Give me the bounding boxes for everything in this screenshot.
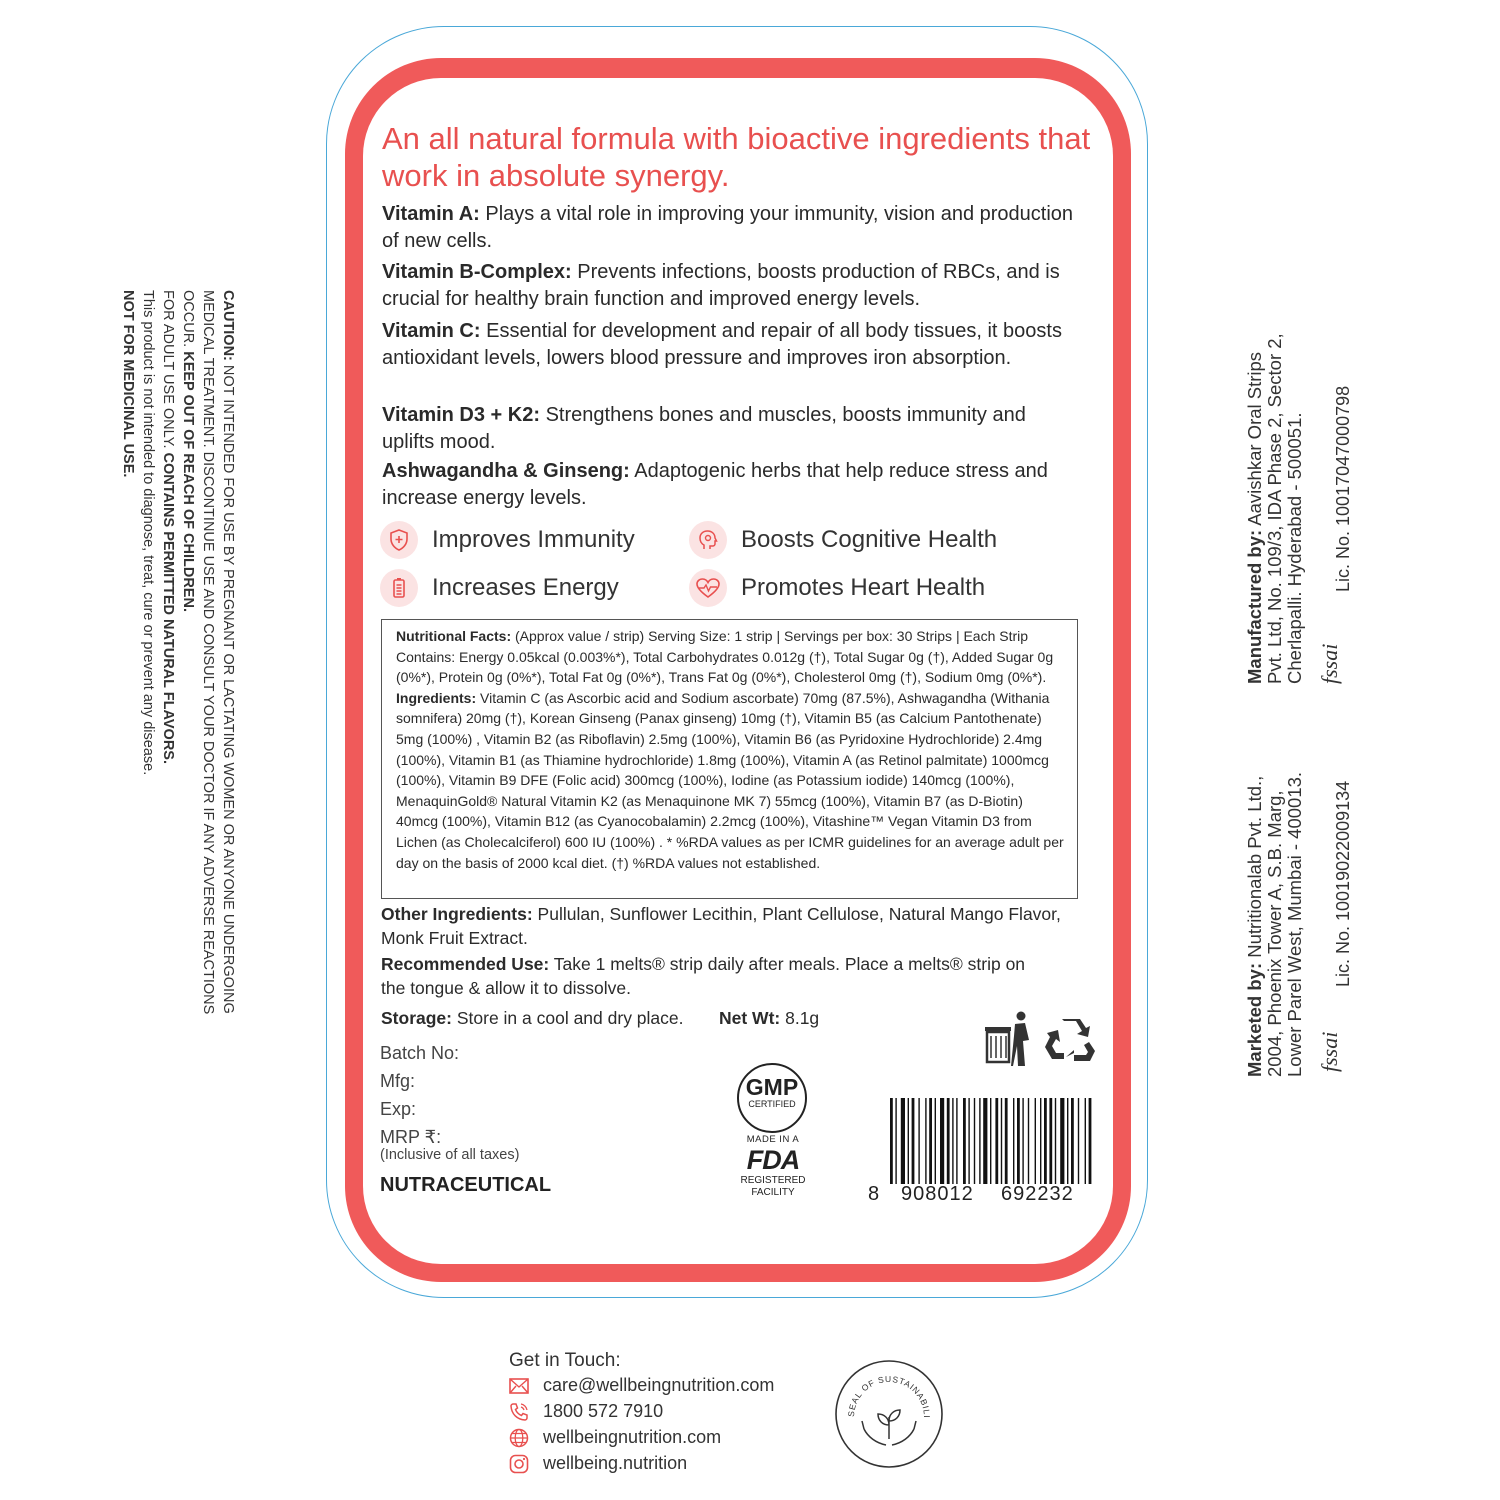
barcode-bar	[925, 1098, 926, 1184]
barcode-bar	[1089, 1098, 1092, 1184]
fssai-logo-mfg: fssai	[1317, 643, 1342, 684]
dispose-bin-icon	[985, 1010, 1031, 1073]
contact-instagram[interactable]	[509, 1453, 687, 1474]
barcode-bar	[1022, 1098, 1023, 1184]
barcode-bar	[1071, 1098, 1074, 1184]
benefit-cognitive	[689, 521, 997, 559]
head-gear-icon	[689, 521, 727, 559]
sustainability-seal	[834, 1359, 944, 1469]
shield-plus-icon	[380, 521, 418, 559]
globe-icon	[509, 1428, 529, 1448]
phone-text: 1800 572 7910	[543, 1401, 664, 1421]
exp-date: Exp:	[380, 1099, 417, 1119]
barcode-bar	[895, 1098, 896, 1184]
caution-text: CAUTION: NOT INTENDED FOR USE BY PREGNANT OR LACTATING WOMEN OR ANYONE UNDERGOING MEDICAL TREATMENT. DISCONTINUE USE AND CONSULT YOUR DOCTOR IF ANY ADVERSE REACTIONS OCCUR. KEEP OUT OF REACH OF CHILDREN. FOR ADULT USE ONLY. CONTAINS PERMITTED NATURAL FLAVORS. This product is not intended to diagnose, treat, cure or prevent any disease. NOT FOR MEDICINAL USE.	[120, 290, 236, 1015]
barcode	[888, 1098, 1096, 1184]
recommended-use: Recommended Use: Take 1 melts® strip daily after meals. Place a melts® strip on the tongue & allow it to dissolve.	[381, 954, 1026, 998]
barcode-bar	[956, 1098, 957, 1184]
recycle-icon	[1044, 1017, 1096, 1070]
barcode-digit-1: 8	[868, 1183, 880, 1205]
barcode-bar	[1049, 1098, 1052, 1184]
headline: An all natural formula with bioactive ingredients that work in absolute synergy.	[382, 121, 1091, 193]
mrp-inclusive: (Inclusive of all taxes)	[380, 1147, 520, 1163]
barcode-bar	[979, 1098, 980, 1184]
mfg-date: Mfg:	[380, 1071, 416, 1091]
barcode-bar	[1005, 1098, 1008, 1184]
fda-mark: FDA	[746, 1145, 800, 1175]
benefit-energy	[380, 569, 619, 607]
mrp: MRP ₹:	[380, 1127, 442, 1147]
barcode-bar	[929, 1098, 932, 1184]
contact-phone[interactable]	[509, 1401, 663, 1422]
gmp-sub: CERTIFIED	[748, 1099, 796, 1109]
heart-pulse-icon	[689, 569, 727, 607]
barcode-bar	[1055, 1098, 1056, 1184]
contact-email[interactable]	[509, 1375, 774, 1396]
manufacturer-license: Lic. No. 10017047000798	[1333, 385, 1353, 592]
barcode-bar	[990, 1098, 991, 1184]
marketer-license: Lic. No. 10019022009134	[1333, 780, 1353, 987]
fssai-logo-mkt: fssai	[1317, 1031, 1342, 1072]
barcode-bar	[1067, 1098, 1068, 1184]
barcode-bar	[1044, 1098, 1047, 1184]
barcode-bar	[918, 1098, 919, 1184]
fda-bottom1: REGISTERED	[740, 1175, 806, 1186]
mail-icon	[509, 1378, 529, 1394]
barcode-bar	[1028, 1098, 1029, 1184]
email-text: care@wellbeingnutrition.com	[543, 1375, 775, 1395]
storage: Storage: Store in a cool and dry place.	[381, 1008, 684, 1028]
barcode-bar	[983, 1098, 987, 1184]
batch-no: Batch No:	[380, 1043, 460, 1063]
seal-text: SEAL OF SUSTAINABILI	[845, 1373, 933, 1419]
barcode-bar	[1078, 1098, 1079, 1184]
battery-icon	[380, 569, 418, 607]
benefit-immunity	[380, 521, 635, 559]
barcode-bar	[952, 1098, 953, 1184]
barcode-digits-3: 692232	[1001, 1183, 1074, 1205]
contact-website[interactable]	[509, 1427, 721, 1448]
barcode-bar	[940, 1098, 944, 1184]
barcode-bar	[995, 1098, 998, 1184]
barcode-bar	[908, 1098, 909, 1184]
gmp-title: GMP	[745, 1074, 799, 1100]
benefit-label: Improves Immunity	[432, 526, 635, 553]
fda-top: MADE IN A	[746, 1134, 800, 1145]
barcode-bar	[912, 1098, 915, 1184]
net-weight: Net Wt: 8.1g	[719, 1008, 820, 1028]
vitamin-d3-k2: Vitamin D3 + K2: Strengthens bones and muscles, boosts immunity and uplifts mood.	[382, 404, 1026, 453]
manufacturer-text: Manufactured by: Aavishkar Oral Strips Pvt. Ltd, No. 109/3, IDA Phase 2, Sector 2, Cherlapalli. Hyderabad - 500051.	[1244, 333, 1305, 684]
ashwagandha-ginseng: Ashwagandha & Ginseng: Adaptogenic herbs that help reduce stress and increase energy levels.	[382, 460, 1048, 509]
vitamin-a: Vitamin A: Plays a vital role in improving your immunity, vision and production of new cells.	[382, 203, 1074, 252]
barcode-bar	[890, 1098, 893, 1184]
barcode-bar	[1085, 1098, 1086, 1184]
instagram-icon	[509, 1454, 529, 1474]
phone-icon	[509, 1402, 529, 1422]
vitamin-c: Vitamin C: Essential for development and repair of all body tissues, it boosts antioxidant levels, lowers blood pressure and improves iron absorption.	[382, 320, 1062, 369]
marketer-text: Marketed by: Nutritionalab Pvt. Ltd., 2004, Phoenix Tower A, S.B. Marg, Lower Parel West, Mumbai - 400013.	[1244, 771, 1305, 1077]
barcode-bar	[968, 1098, 969, 1184]
barcode-bar	[1001, 1098, 1002, 1184]
benefit-label: Increases Energy	[432, 574, 619, 601]
barcode-bar	[1035, 1098, 1036, 1184]
barcode-bar	[1013, 1098, 1014, 1184]
website-text: wellbeingnutrition.com	[543, 1427, 722, 1447]
barcode-bar	[947, 1098, 950, 1184]
barcode-bar	[1017, 1098, 1020, 1184]
svg-text:SEAL OF SUSTAINABILITY	[834, 1359, 932, 1418]
barcode-bar	[1060, 1098, 1064, 1184]
benefit-label: Boosts Cognitive Health	[741, 526, 998, 553]
vitamin-b: Vitamin B-Complex: Prevents infections, boosts production of RBCs, and is crucial for healthy brain function and improved energy levels.	[382, 261, 1060, 310]
instagram-text: wellbeing.nutrition	[543, 1453, 688, 1473]
benefit-heart	[689, 569, 985, 607]
other-ingredients: Other Ingredients: Pullulan, Sunflower Lecithin, Plant Cellulose, Natural Mango Flavor, Monk Fruit Extract.	[381, 904, 1061, 948]
category-label: NUTRACEUTICAL	[380, 1174, 552, 1196]
gmp-badge	[737, 1063, 807, 1133]
barcode-bar	[935, 1098, 936, 1184]
contact-title: Get in Touch:	[509, 1350, 621, 1371]
barcode-digits-2: 908012	[901, 1183, 974, 1205]
barcode-bar	[963, 1098, 966, 1184]
barcode-bar	[974, 1098, 975, 1184]
barcode-bar	[1040, 1098, 1041, 1184]
fda-badge	[734, 1134, 812, 1199]
benefit-label: Promotes Heart Health	[741, 574, 986, 601]
barcode-bar	[901, 1098, 905, 1184]
nutrition-facts-box: Nutritional Facts: (Approx value / strip) Serving Size: 1 strip | Servings per box: 30 Strips | Each Strip Contains: Energy 0.05kcal (0.003%*), Total Carbohydrates 0.012g (†), Total Sugar 0g (†), Added Sugar 0g (0%*), Protein 0g (0%*), Total Fat 0g (0%*), Trans Fat 0g (0%*), Cholesterol 0mg (†), Sodium 0mg (0%*). Ingredients: Vitamin C (as Ascorbic acid and Sodium ascorbate) 70mg (87.5%), Ashwagandha (Withania somnifera) 20mg (†), Korean Ginseng (Panax ginseng) 10mg (†), Vitamin B5 (as Calcium Pantothenate) 5mg (100%) , Vitamin B2 (as Riboflavin) 2.5mg (100%), Vitamin B6 (as Pyridoxine Hydrochloride) 2.4mg (100%), Vitamin B1 (as Thiamine hydrochloride) 1.8mg (100%), Vitamin A (as Retinol palmitate) 1000mcg (100%), Vitamin B9 DFE (Folic acid) 300mcg (100%), Iodine (as Potassium iodide) 140mcg (100%), MenaquinGold® Natural Vitamin K2 (as Menaquinone MK 7) 55mcg (100%), Vitamin B7 (as D-Biotin) 40mcg (100%), Vitamin B12 (as Cyanocobalamin) 2.2mcg (100%), Vitashine™ Vegan Vitamin D3 from Lichen (as Cholecalciferol) 600 IU (100%) . * %RDA values as per ICMR guidelines for an average adult per day on the basis of 2000 kcal diet. (†) %RDA values not established.	[381, 619, 1078, 899]
fda-bottom2: FACILITY	[751, 1187, 795, 1198]
